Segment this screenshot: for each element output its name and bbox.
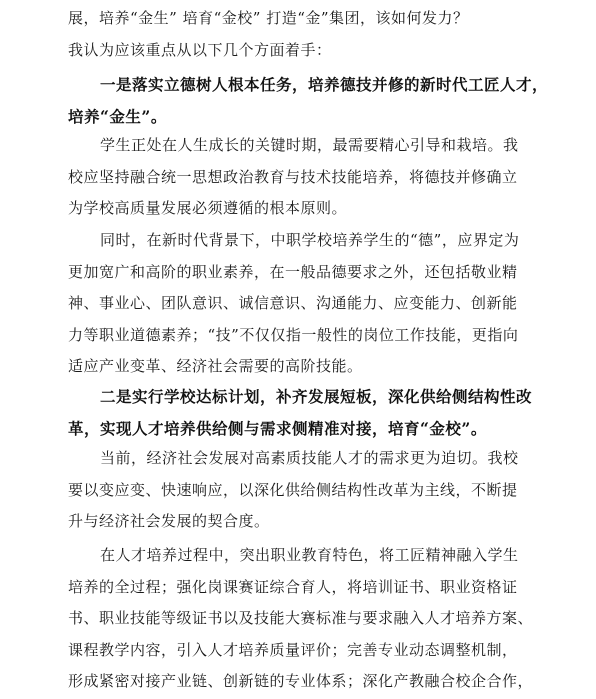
paragraph-continuation (68, 3, 538, 35)
text-line: 革，实现人才培养供给侧与需求侧精准对接，培育“金校”。 (68, 418, 487, 438)
text-line: 在人才培养过程中，突出职业教育特色，将工匠精神融入学生 (100, 546, 519, 564)
text-line: 同时，在新时代背景下，中职学校培养学生的“德”，应界定为 (100, 231, 520, 249)
text-line: 课程教学内容，引入人才培养质量评价；完善专业动态调整机制， (68, 640, 518, 659)
text-line: 书、职业技能等级证书以及技能大赛标准与要求融入人才培养方案、 (68, 609, 534, 627)
text-line: 我认为应该重点从以下几个方面着手： (68, 41, 332, 59)
paragraph-current (68, 443, 538, 538)
text-line: 培养的全过程；强化岗课赛证综合育人，将培训证书、职业资格证 (68, 577, 518, 596)
text-line: 力等职业道德素养；“技”不仅仅指一般性的岗位工作技能，更指向 (68, 325, 519, 344)
text-line: 为学校高质量发展必须遵循的根本原则。 (68, 199, 348, 217)
heading-point-one (68, 69, 549, 132)
text-line: 二是实行学校达标计划，补齐发展短板，深化供给侧结构性改 (100, 387, 533, 406)
paragraph-intro (68, 35, 538, 67)
paragraph-talent-training (68, 540, 538, 698)
text-line: 学生正处在人生成长的关键时期，最需要精心引导和栽培。我 (100, 136, 519, 154)
text-line: 更加宽广和高阶的职业素养，在一般品德要求之外，还包括敬业精 (68, 262, 518, 281)
text-line: 神、事业心、团队意识、诚信意识、沟通能力、应变能力、创新能 (68, 294, 518, 312)
text-line: 展，培养“金生” 培育“金校” 打造“金”集团，该如何发力？ (68, 9, 469, 27)
text-line: 校应坚持融合统一思想政治教育与技术技能培养，将德技并修确立 (68, 167, 518, 186)
text-line: 当前，经济社会发展对高素质技能人才的需求更为迫切。我校 (100, 449, 519, 467)
text-line: 适应产业变革、经济社会需要的高阶技能。 (68, 357, 363, 375)
text-line: 形成紧密对接产业链、创新链的专业体系；深化产教融合校企合作， (68, 672, 534, 690)
text-line: 要以变应变、快速响应，以深化供给侧结构性改革为主线，不断提 (68, 480, 518, 499)
heading-point-two (68, 381, 538, 444)
text-line: 培养“金生”。 (68, 106, 167, 126)
text-line: 一是落实立德树人根本任务，培养德技并修的新时代工匠人才， (100, 75, 549, 94)
paragraph-students (68, 130, 538, 225)
paragraph-virtue-skill (68, 225, 538, 383)
text-line: 升与经济社会发展的契合度。 (68, 512, 270, 530)
